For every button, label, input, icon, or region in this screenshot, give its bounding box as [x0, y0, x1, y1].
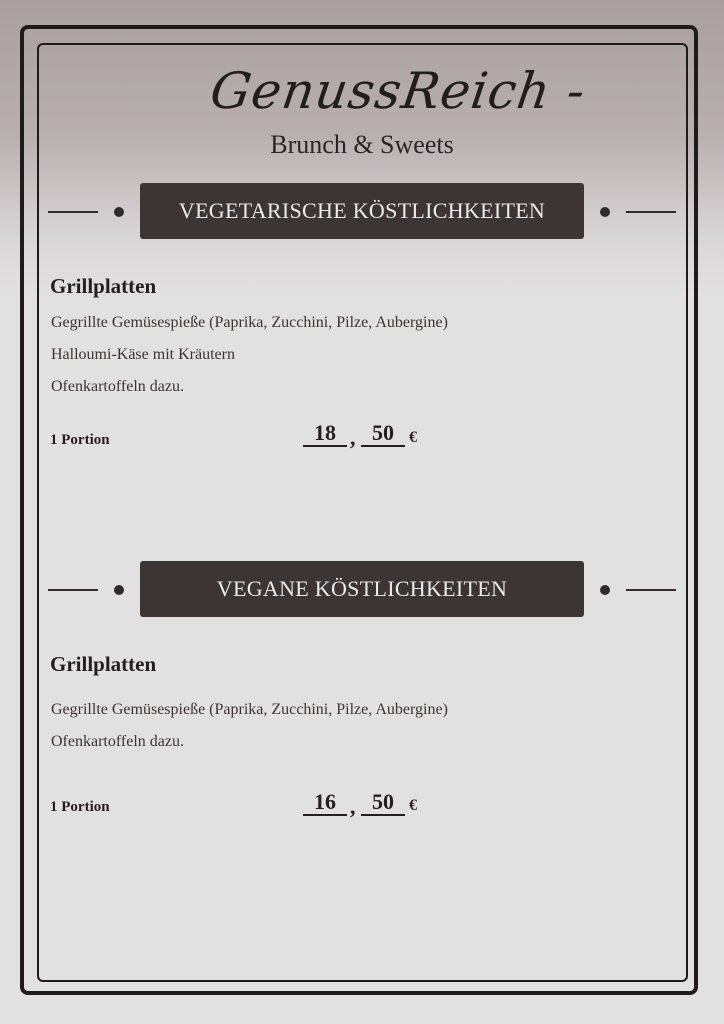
brand-subtitle: Brunch & Sweets — [270, 130, 454, 159]
right-divider-dot — [600, 585, 610, 595]
price-euros: 16 — [303, 790, 347, 816]
section-banner-vegan: VEGANE KÖSTLICHKEITEN — [140, 561, 584, 617]
menu-item-description-line: Gegrillte Gemüsespieße (Paprika, Zucchini, Pilze, Aubergine) — [51, 701, 448, 718]
menu-item-description-line: Ofenkartoffeln dazu. — [51, 378, 184, 395]
left-divider-line — [48, 589, 98, 591]
price-comma: , — [350, 794, 356, 819]
price-cents: 50 — [361, 421, 405, 447]
brand-logo: GenussReich - — [206, 62, 590, 120]
section-banner-vegetarian: VEGETARISCHE KÖSTLICHKEITEN — [140, 183, 584, 239]
menu-item-title: Grillplatten — [50, 274, 157, 298]
left-divider-line — [48, 211, 98, 213]
left-divider-dot — [114, 207, 124, 217]
menu-item-description-line: Gegrillte Gemüsespieße (Paprika, Zucchini, Pilze, Aubergine) — [51, 314, 448, 331]
currency-symbol: € — [409, 429, 417, 446]
portion-label: 1 Portion — [50, 432, 110, 448]
menu-item-title: Grillplatten — [50, 652, 157, 676]
price-cents: 50 — [361, 790, 405, 816]
menu-item-description-line: Halloumi-Käse mit Kräutern — [51, 346, 235, 363]
right-divider-line — [626, 211, 676, 213]
right-divider-dot — [600, 207, 610, 217]
price-comma: , — [350, 425, 356, 450]
price-euros: 18 — [303, 421, 347, 447]
currency-symbol: € — [409, 797, 417, 814]
portion-label: 1 Portion — [50, 799, 110, 815]
menu-item-description-line: Ofenkartoffeln dazu. — [51, 733, 184, 750]
right-divider-line — [626, 589, 676, 591]
left-divider-dot — [114, 585, 124, 595]
